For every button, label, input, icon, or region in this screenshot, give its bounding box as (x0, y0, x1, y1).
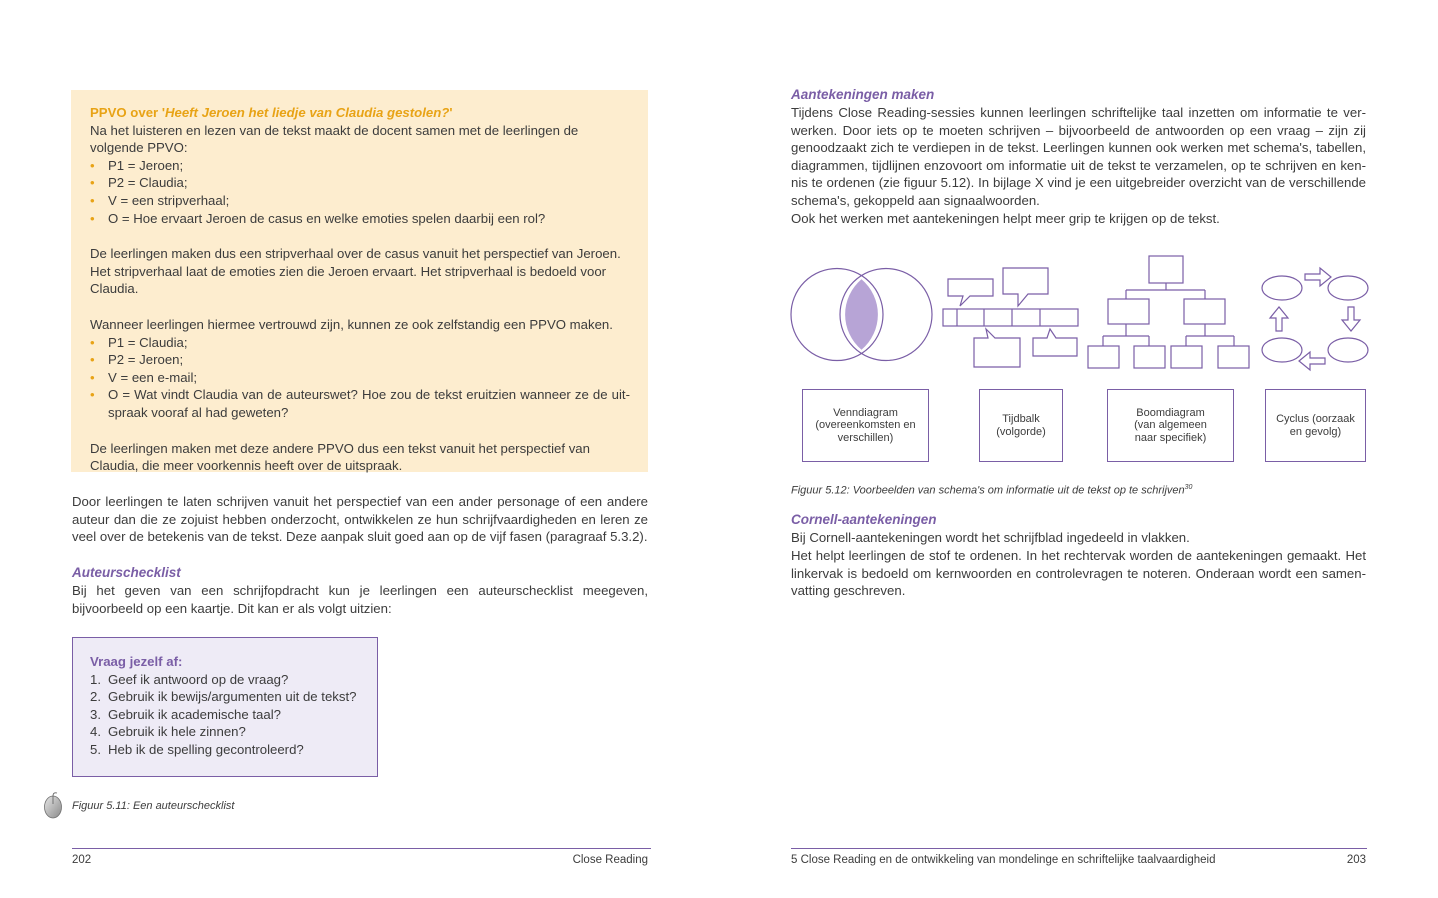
figure-caption-5-12: Figuur 5.12: Voorbeelden van schema's om informatie uit de tekst op te schrijven$^{30}$ (791, 484, 1193, 497)
cornell-paragraph-2: Het helpt leerlingen de stof te ordenen. In het rechtervak worden de aantekeningen gemaakt. Het linkervak is bedoeld om kernwoorden en controlevragen te noteren. Onderaan wordt een samenvatting geschreven. (791, 548, 1366, 599)
footer-rule-left (72, 848, 651, 849)
ppvo-title: PPVO over 'Heeft Jeroen het liedje van Claudia gestolen?' (90, 105, 453, 120)
checklist-title: Vraag jezelf af: (90, 654, 183, 669)
figure-caption-5-11: Figuur 5.11: Een auteurschecklist (72, 800, 235, 812)
cycle-diagram (1262, 268, 1368, 370)
checklist-box (72, 637, 378, 777)
page-number-right: 203 (1346, 854, 1366, 866)
list-item: • V = een e-mail; (90, 369, 630, 387)
running-title-right: 5 Close Reading en de ontwikkeling van mondelinge en schriftelijke taalvaardigheid (791, 854, 1216, 866)
tree-diagram (1088, 256, 1249, 368)
footnote-ref: 30 (1184, 484, 1193, 491)
list-item: • P2 = Claudia; (90, 174, 630, 192)
venn-diagram (791, 269, 932, 361)
heading-aantekeningen: Aantekeningen maken (791, 87, 935, 102)
ppvo-intro: Na het luisteren en lezen van de tekst maakt de docent samen met de leerlingen de volgende PPVO: (90, 122, 579, 156)
ppvo-list-2 (90, 334, 630, 422)
cornell-paragraph-1: Bij Cornell-aantekeningen wordt het schrijfblad ingedeeld in vlakken. (791, 530, 1190, 545)
ppvo-paragraph-1: De leerlingen maken dus een stripverhaal over de casus vanuit het perspectief van Jeroen. Het stripverhaal laat de emoties zien die Jeroen ervaart. Het stripverhaal is bedoeld voor Claudia. (90, 246, 621, 297)
mouse-icon (42, 792, 64, 820)
footer-rule-right (791, 848, 1367, 849)
schema-diagrams (780, 250, 1380, 375)
auteurschecklist-paragraph: Bij het geven van een schrijfopdracht kun je leerlingen een auteurschecklist meegeven, bijvoorbeeld op een kaartje. Dit kan er als volgt uitzien: (72, 583, 648, 616)
ppvo-paragraph-2: Wanneer leerlingen hiermee vertrouwd zijn, kunnen ze ook zelfstandig een PPVO maken. (90, 316, 613, 332)
ppvo-box (71, 90, 648, 472)
list-item: • P2 = Jeroen; (90, 351, 630, 369)
list-item: • P1 = Jeroen; (90, 157, 630, 175)
list-item: • P1 = Claudia; (90, 334, 630, 352)
diagram-label-venn: Venndiagram (overeenkomsten en verschillen) (802, 389, 929, 462)
list-item: 2. Gebruik ik bewijs/argumenten uit de tekst? (90, 689, 357, 705)
body-paragraph: Door leerlingen te laten schrijven vanuit het perspectief van een ander personage of een andere auteur dan die ze zojuist hebben onderzocht, ontwikkelen ze hun schrijfvaardigheden en leren ze veel over de betekenis van de tekst. Deze aanpak sluit goed aan op de vijf fasen (paragraaf 5.3.2). (72, 494, 648, 545)
list-item: • V = een stripverhaal; (90, 192, 630, 210)
list-item: • O = Wat vindt Claudia van de auteurswet? Hoe zou de tekst eruitzien wanneer ze de uitspraak vooraf al had geweten? (90, 386, 630, 421)
ppvo-title-italic: Heeft Jeroen het liedje van Claudia gestolen? (164, 105, 450, 120)
list-item: 5. Heb ik de spelling gecontroleerd? (90, 741, 304, 757)
list-item: 4. Gebruik ik hele zinnen? (90, 724, 246, 740)
ppvo-list-1 (90, 157, 630, 227)
aantekeningen-paragraph-2: Ook het werken met aantekeningen helpt meer grip te krijgen op de tekst. (791, 211, 1220, 226)
page-number-left: 202 (72, 854, 92, 866)
list-item: 3. Gebruik ik academische taal? (90, 706, 281, 722)
diagram-label-timeline: Tijdbalk (volgorde) (979, 389, 1063, 462)
ppvo-paragraph-3: De leerlingen maken met deze andere PPVO dus een tekst vanuit het perspectief van Claudia, die meer voorkennis heeft over de uitspraak. (90, 440, 590, 474)
checklist-list (90, 671, 377, 759)
aantekeningen-paragraph: Tijdens Close Reading-sessies kunnen leerlingen schriftelijke taal inzetten om informatie te verwerken. Door iets op te moeten schrijven – bijvoorbeeld de antwoorden op een vraag – zijn zij genoodzaakt zich te verdiepen in de tekst. Leerlingen kunnen ook werken met schema's, tabellen, diagrammen, tijdlijnen enzovoort om informatie uit de tekst te verzamelen, op te schrijven en kennis te ordenen (zie figuur 5.12). In bijlage X vind je een uitgebreider overzicht van de verschillende schema's, gekoppeld aan signaalwoorden. (791, 105, 1366, 208)
timeline-diagram (943, 268, 1078, 367)
list-item: • O = Hoe ervaart Jeroen de casus en welke emoties spelen daarbij een rol? (90, 210, 630, 228)
heading-cornell: Cornell-aantekeningen (791, 512, 937, 527)
heading-auteurschecklist: Auteurschecklist (72, 565, 181, 580)
diagram-label-cycle: Cyclus (oorzaak en gevolg) (1265, 389, 1366, 462)
running-title-left: Close Reading (572, 854, 648, 866)
diagram-label-tree: Boomdiagram (van algemeen naar specifiek) (1107, 389, 1234, 462)
list-item: 1. Geef ik antwoord op de vraag? (90, 671, 289, 687)
